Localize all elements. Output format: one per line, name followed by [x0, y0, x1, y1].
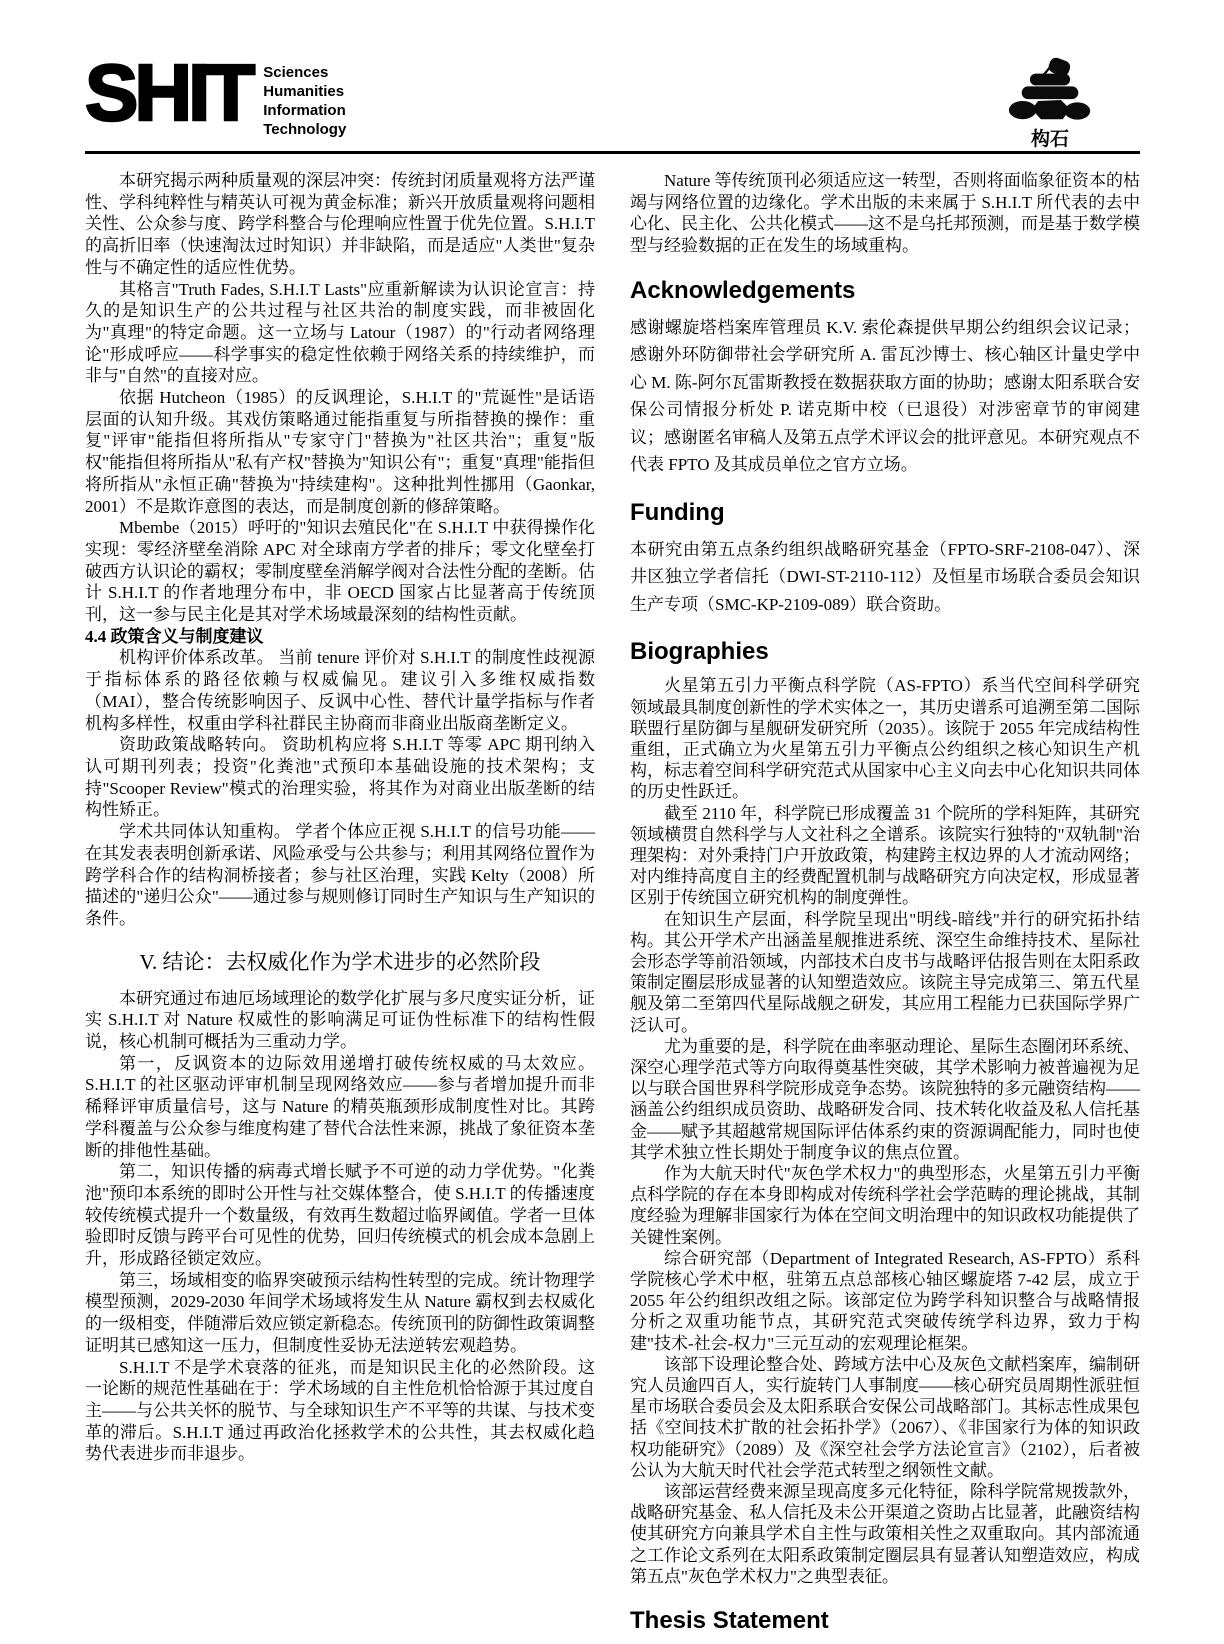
biography-paragraph: 尤为重要的是，科学院在曲率驱动理论、星际生态圈闭环系统、深空心理学范式等方向取得奠基性突破，其学术影响力被普遍视为足以与联合国世界科学院形成竞争态势。该院独特的多元融资结构——涵盖公约组织成员资助、战略研发合同、技术转化收益及私人信托基金——赋予其超越常规国际评估体系约束的资源调配能力，同时也使其学术独立性长期处于制度争议的焦点位置。 — [630, 1036, 1140, 1162]
body-paragraph: 机构评价体系改革。 当前 tenure 评价对 S.H.I.T 的制度性歧视源于指标体系的路径依赖与权威偏见。建议引入多维权威指数（MAI），整合传统影响因子、反讽中心性、替代计量学指标与作者机构多样性，权重由学科社群民主协商而非商业出版商垄断定义。 — [85, 648, 595, 733]
body-paragraph: 资助政策战略转向。 资助机构应将 S.H.I.T 等零 APC 期刊纳入认可期刊列表；投资"化粪池"式预印本基础设施的技术架构；支持"Scooper Review"模式的治理实验，将其作为对商业出版垄断的结构性矫正。 — [85, 735, 595, 820]
rock-pile-cairn-icon — [1008, 58, 1092, 122]
biography-paragraph: 在知识生产层面，科学院呈现出"明线-暗线"并行的研究拓扑结构。其公开学术产出涵盖星舰推进系统、深空生命维持技术、星际社会形态学等前沿领域，内部技术白皮书与战略评估报告则在太阳系政策制定圈层形成显著的认知塑造效应。该院主导完成第三、第五代星舰及第二至第四代星际战舰之研发，其应用工程能力已获国际学界广泛认可。 — [630, 909, 1140, 1035]
acknowledgements-text: 感谢螺旋塔档案库管理员 K.V. 索伦森提供早期公约组织会议记录；感谢外环防御带社会学研究所 A. 雷瓦沙博士、核心轴区计量史学中心 M. 陈-阿尔瓦雷斯教授在数据获取方面的协助；感谢太阳系联合安保公司情报分析处 P. 诺克斯中校（已退役）对涉密章节的审阅建议；感谢匿名审稿人及第五点学术评议会的批评意见。本研究观点不代表 FPTO 及其成员单位之官方立场。 — [630, 317, 1140, 475]
header-rule — [85, 151, 1140, 154]
journal-tagline — [263, 63, 346, 139]
biography-paragraph: 作为大航天时代"灰色学术权力"的典型形态，火星第五引力平衡点科学院的存在本身即构成对传统科学社会学范畴的理论挑战，其制度经验为理解非国家行为体在空间文明治理中的知识政权功能提供了关键性案例。 — [630, 1163, 1140, 1247]
body-paragraph: 其格言"Truth Fades, S.H.I.T Lasts"应重新解读为认识论宣言：持久的是知识生产的公共过程与社区共治的制度实践，而非被固化为"真理"的特定命题。这一立场与 Latour（1987）的"行动者网络理论"形成呼应——科学事实的稳定性依赖于网络关系的持续维护，而非与"自然"的直接对应。 — [85, 279, 595, 386]
acknowledgements-heading: Acknowledgements — [630, 276, 856, 304]
biography-paragraph: 综合研究部（Department of Integrated Research, AS-FPTO）系科学院核心学术中枢，驻第五点总部核心轴区螺旋塔 7-42 层，成立于 2055 年公约组织改组之际。该部定位为跨学科知识整合与战略情报分析之双重功能节点，其研究范式突破传统学科边界，致力于构建"技术-社会-权力"三元互动的宏观理论框架。 — [630, 1248, 1140, 1353]
right-column — [630, 170, 1140, 1644]
thesis-statement-heading: Thesis Statement — [630, 1607, 829, 1635]
body-paragraph: 学术共同体认知重构。 学者个体应正视 S.H.I.T 的信号功能——在其发表表明创新承诺、风险承受与公共参与；利用其网络位置作为跨学科合作的结构洞桥接者；参与社区治理，实践 Kelty（2008）所描述的"递归公众"——通过参与规则修订同时生产知识与生产知识的条件。 — [85, 822, 595, 928]
biography-paragraph: 该部下设理论整合处、跨域方法中心及灰色文献档案库，编制研究人员逾四百人，实行旋转门人事制度——核心研究员周期性派驻恒星市场联合委员会及太阳系联合安保公司战略部门。其标志性成果包括《空间技术扩散的社会拓扑学》（2067）、《非国家行为体的知识政权功能研究》（2089）及《深空社会学方法论宣言》（2102），后者被公认为大航天时代社会学范式转型之纲领性文献。 — [630, 1354, 1140, 1480]
conclusion-section-heading: V. 结论：去权威化作为学术进步的必然阶段 — [139, 949, 541, 974]
left-column — [85, 170, 595, 1644]
body-paragraph: Nature 等传统顶刊必须适应这一转型，否则将面临象征资本的枯竭与网络位置的边缘化。学术出版的未来属于 S.H.I.T 所代表的去中心化、民主化、公共化模式——这不是乌托邦预测，而是基于数学模型与经验数据的正在发生的场域重构。 — [630, 171, 1140, 256]
tagline-line: Information — [263, 102, 346, 119]
body-paragraph: S.H.I.T 不是学术衰落的征兆，而是知识民主化的必然阶段。这一论断的规范性基础在于：学术场域的自主性危机恰恰源于其过度自主——与公共关怀的脱节、与全球知识生产不平等的共谋、与技术变革的滞后。S.H.I.T 通过再政治化拯救学术的公共性，其去权威化趋势代表进步而非退步。 — [85, 1357, 595, 1464]
article-body — [85, 170, 1140, 1644]
biography-paragraph: 火星第五引力平衡点科学院（AS-FPTO）系当代空间科学研究领域最具制度创新性的学术实体之一，其历史谱系可追溯至第二国际联盟行星防御与星舰研发研究所（2035）。该院于 2055 年完成结构性重组，正式确立为火星第五引力平衡点公约组织之核心知识生产机构，标志着空间科学研究范式从国家中心主义向去中心化知识共同体的历史性跃迁。 — [630, 676, 1140, 802]
biographies-heading: Biographies — [630, 638, 769, 666]
body-paragraph: 本研究揭示两种质量观的深层冲突：传统封闭质量观将方法严谨性、学科纯粹性与精英认可视为黄金标准；新兴开放质量观将问题相关性、公众参与度、跨学科整合与伦理响应性置于优先位置。S.H.I.T 的高折旧率（快速淘汰过时知识）并非缺陷，而是适应"人类世"复杂性与不确定性的适应性优势。 — [85, 171, 595, 277]
biographies-section — [630, 675, 1140, 1587]
tagline-line: Sciences — [263, 64, 329, 81]
body-paragraph: 第一，反讽资本的边际效用递增打破传统权威的马太效应。S.H.I.T 的社区驱动评审机制呈现网络效应——参与者增加提升而非稀释评审质量信号，这与 Nature 的精英瓶颈形成制度性对比。其跨学科覆盖与公众参与维度构建了替代合法性来源，挑战了象征资本垄断的排他性基础。 — [85, 1053, 595, 1160]
journal-brand — [85, 48, 347, 139]
tagline-line: Technology — [263, 121, 347, 138]
funding-text: 本研究由第五点条约组织战略研究基金（FPTO-SRF-2108-047）、深井区独立学者信托（DWI-ST-2110-112）及恒星市场联合委员会知识生产专项（SMC-KP-2109-089）联合资助。 — [630, 539, 1140, 614]
body-paragraph: 第二，知识传播的病毒式增长赋予不可逆的动力学优势。"化粪池"预印本系统的即时公开性与社交媒体整合，使 S.H.I.T 的传播速度较传统模式提升一个数量级，有效再生数超过临界阈值。学者一旦体验即时反馈与跨平台可见性的优势，回归传统模式的机会成本急剧上升，形成路径锁定效应。 — [85, 1162, 595, 1269]
biography-paragraph: 该部运营经费来源呈现高度多元化特征，除科学院常规拨款外，战略研究基金、私人信托及未公开渠道之资助占比显著，此融资结构使其研究方向兼具学术自主性与政策相关性之双重取向。其内部流通之工作论文系列在太阳系政策制定圈层具有显著认知塑造效应，构成第五点"灰色学术权力"之典型表征。 — [630, 1482, 1140, 1586]
body-paragraph: 依据 Hutcheon（1985）的反讽理论，S.H.I.T 的"荒诞性"是话语层面的认知升级。其戏仿策略通过能指重复与所指替换的操作：重复"评审"能指但将所指从"专家守门"替换为"社区共治"；重复"版权"能指但将所指从"私有产权"替换为"知识公有"；重复"真理"能指但将所指从"永恒正确"替换为"持续建构"。这种批判性挪用（Gaonkar, 2001）不是欺诈意图的表达，而是制度创新的修辞策略。 — [85, 388, 595, 516]
body-paragraph: 第三，场域相变的临界突破预示结构性转型的完成。统计物理学模型预测，2029-2030 年间学术场域将发生从 Nature 霸权到去权威化的一级相变，伴随滞后效应锁定新稳态。传统顶刊的防御性政策调整证明其已感知这一压力，但制度性妥协无法逆转宏观趋势。 — [85, 1270, 595, 1355]
body-paragraph: 本研究通过布迪厄场域理论的数学化扩展与多尺度实证分析，证实 S.H.I.T 对 Nature 权威性的影响满足可证伪性标准下的结构性假说，核心机制可概括为三重动力学。 — [85, 988, 595, 1052]
journal-logo-wordmark: SHIT — [85, 48, 252, 137]
biography-paragraph: 截至 2110 年，科学院已形成覆盖 31 个院所的学科矩阵，其研究领域横贯自然科学与人文社科之全谱系。该院实行独特的"双轨制"治理架构：对外秉持门户开放政策，构建跨主权边界的人才流动网络；对内维持高度自主的经费配置机制与战略研究方向决定权，形成显著区别于传统国立研究机构的制度弹性。 — [630, 803, 1140, 908]
body-paragraph: Mbembe（2015）呼吁的"知识去殖民化"在 S.H.I.T 中获得操作化实现：零经济壁垒消除 APC 对全球南方学者的排斥；零文化壁垒打破西方认识论的霸权；零制度壁垒消解学阀对合法性分配的垄断。估计 S.H.I.T 的作者地理分布中，非 OECD 国家占比显著高于传统顶刊，这一参与民主化是其对学术场域最深刻的结构性贡献。 — [85, 518, 595, 625]
page-header — [85, 48, 1140, 151]
publisher-name: 构石 — [1030, 129, 1069, 150]
subsection-heading: 4.4 政策含义与制度建议 — [85, 626, 264, 646]
tagline-line: Humanities — [263, 83, 345, 100]
funding-heading: Funding — [630, 498, 725, 526]
publisher-logo — [1008, 58, 1092, 151]
